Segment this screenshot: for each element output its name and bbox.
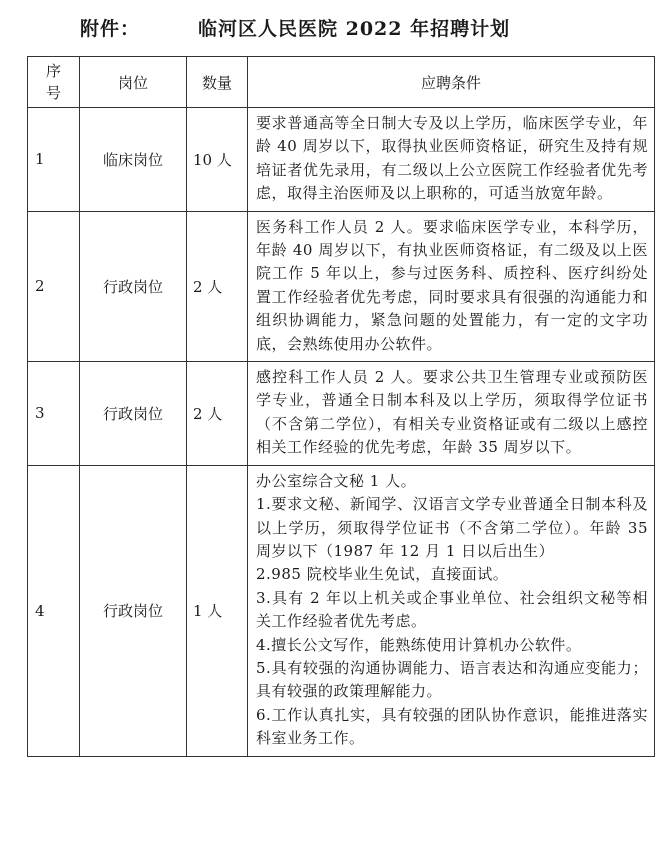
row-seq: 2 (28, 211, 80, 361)
requirement-item: 2.985 院校毕业生免试，直接面试。 (256, 565, 509, 584)
table-row (28, 465, 655, 756)
requirement-text: 要求普通高等全日制大专及以上学历，临床医学专业，年龄 40 周岁以下，取得执业医师资格证，研究生及持有规培证者优先录用，有二级以上公立医院工作经验者优先考虑，取得主治医师及以上职称的，可适当放宽年龄。 (256, 114, 648, 203)
row-position: 行政岗位 (80, 211, 187, 361)
column-header-count: 数量 (187, 57, 248, 108)
row-position: 行政岗位 (80, 465, 187, 756)
table-row (28, 108, 655, 212)
row-requirements (248, 465, 655, 756)
row-count: 2 人 (187, 362, 248, 466)
table-row (28, 211, 655, 361)
document-header (0, 14, 665, 44)
requirement-item: 办公室综合文秘 1 人。 (256, 471, 417, 490)
requirement-text: 医务科工作人员 2 人。要求临床医学专业，本科学历，年龄 40 周岁以下，有执业医师资格证，有二级及以上医院工作 5 年以上，参与过医务科、质控科、医疗纠纷处置工作经验者优先考虑，同时要求具有很强的沟通能力和组织协调能力，紧急问题的处置能力，有一定的文字功底，会熟练使用办公软件。 (256, 217, 648, 353)
column-header-position: 岗位 (80, 57, 187, 108)
requirement-item: 3.具有 2 年以上机关或企事业单位、社会组织文秘等相关工作经验者优先考虑。 (256, 588, 648, 631)
row-seq: 4 (28, 465, 80, 756)
requirement-item: 1.要求文秘、新闻学、汉语言文学专业普通全日制本科及以上学历，须取得学位证书（不含第二学位）。年龄 35 周岁以下（1987 年 12 月 1 日以后出生） (256, 495, 648, 560)
recruitment-plan-table (27, 56, 655, 757)
column-header-requirements: 应聘条件 (248, 57, 655, 108)
row-requirements (248, 211, 655, 361)
row-seq: 1 (28, 108, 80, 212)
requirement-text: 感控科工作人员 2 人。要求公共卫生管理专业或预防医学专业，普通全日制本科及以上学历，须取得学位证书（不含第二学位），有相关专业资格证或有二级以上感控相关工作经验的优先考虑，年龄 35 周岁以下。 (256, 368, 648, 457)
attachment-label: 附件： (80, 18, 141, 40)
row-requirements (248, 362, 655, 466)
column-header-seq: 序号 (28, 57, 80, 108)
requirement-item: 4.擅长公文写作，能熟练使用计算机办公软件。 (256, 635, 582, 654)
row-count: 1 人 (187, 465, 248, 756)
row-count: 2 人 (187, 211, 248, 361)
row-position: 临床岗位 (80, 108, 187, 212)
row-seq: 3 (28, 362, 80, 466)
document-title: 临河区人民医院 2022 年招聘计划 (198, 18, 511, 40)
requirement-item: 6.工作认真扎实，具有较强的团队协作意识，能推进落实科室业务工作。 (256, 705, 648, 748)
row-count: 10 人 (187, 108, 248, 212)
row-position: 行政岗位 (80, 362, 187, 466)
requirement-item: 5.具有较强的沟通协调能力、语言表达和沟通应变能力；具有较强的政策理解能力。 (256, 658, 648, 701)
table-header-row (28, 57, 655, 108)
table-row (28, 362, 655, 466)
row-requirements (248, 108, 655, 212)
